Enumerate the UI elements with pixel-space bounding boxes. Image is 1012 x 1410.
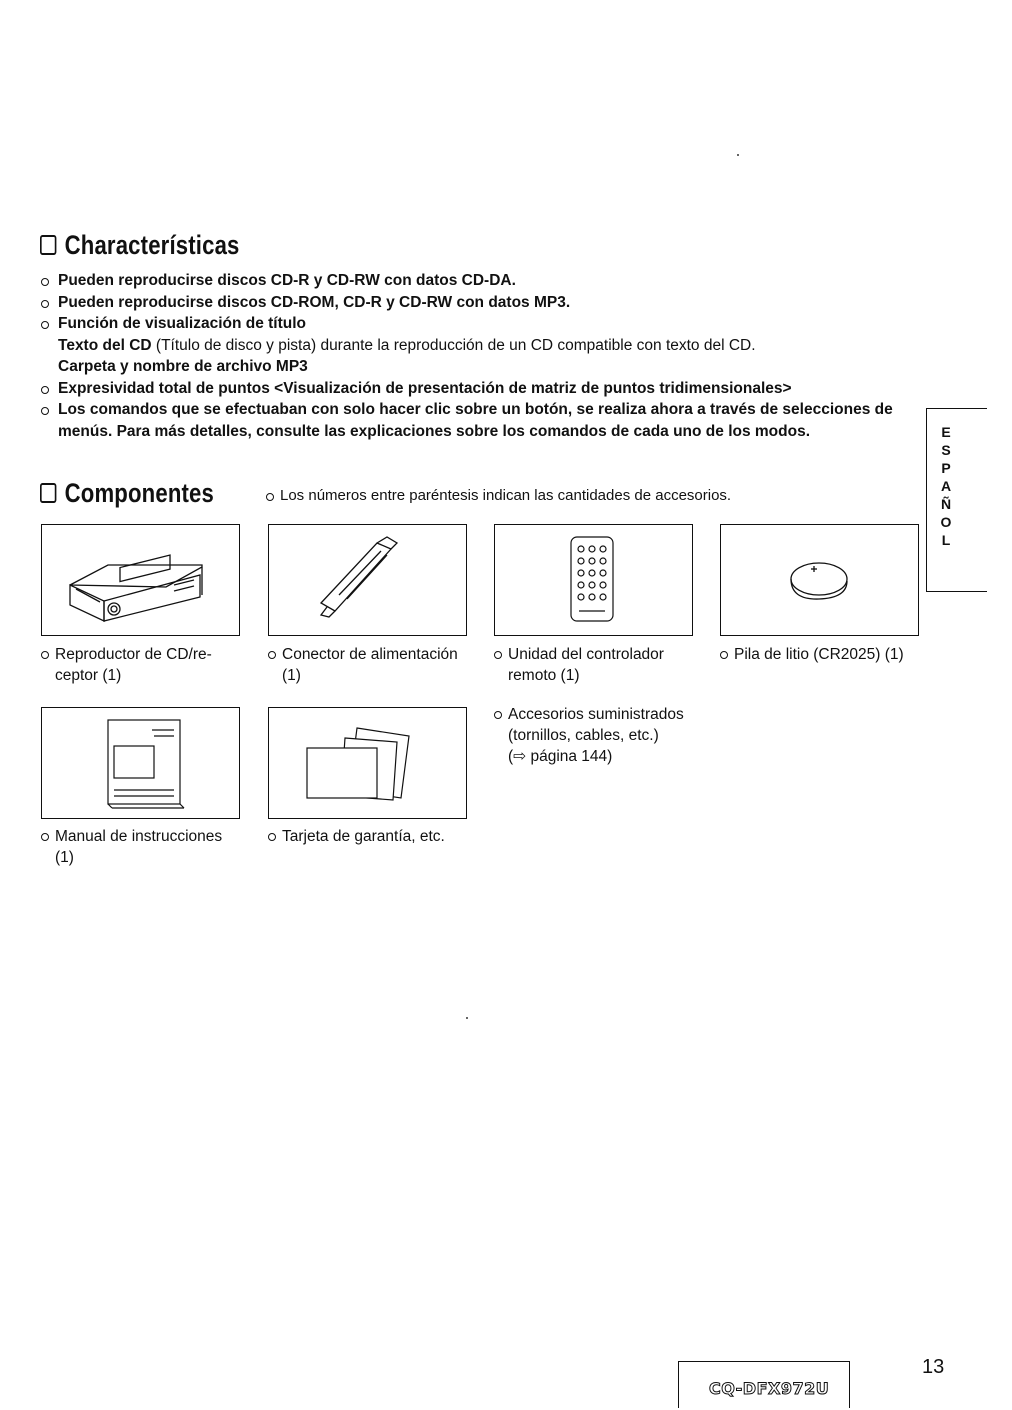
instruction-manual-image-frame [41,707,240,819]
side-tab-letter: E [941,424,951,440]
bullet-icon [494,651,502,659]
bullet-icon [268,651,276,659]
caption-instruction-manual: Manual de instrucciones (1) [41,826,255,868]
remote-control-image-frame [494,524,693,636]
scan-speck [466,1017,468,1019]
model-number-box [678,1361,850,1408]
caption-lithium-battery: Pila de litio (CR2025) (1) [720,644,944,665]
bullet-icon [41,651,49,659]
bullet-icon [268,833,276,841]
scan-speck [737,154,739,156]
bullet-icon [494,711,502,719]
side-tab-letter: O [940,514,952,530]
caption-power-connector: Conector de alimentación (1) [268,644,482,686]
features-title: Characterísticas [40,230,240,261]
power-connector-icon [269,525,466,635]
caption-accessories: Accesorios suministrados (tornillos, cables, etc.) (⇨ página 144) [494,704,718,767]
bullet-icon [720,651,728,659]
caption-cd-receiver: Reproductor de CD/re- ceptor (1) [41,644,255,686]
bullet-icon [41,833,49,841]
bullet-icon [41,278,49,286]
page-number: 13 [922,1356,945,1378]
lithium-battery-image-frame [720,524,919,636]
bullet-icon [41,321,49,329]
cd-text-description: Texto del CD (Título de disco y pista) durante la reproducción de un CD compatible con texto del CD. [58,336,756,354]
list-item: Los comandos que se efectuaban con solo hacer clic sobre un botón, se realiza ahora a través de selecciones de menús. Para más detalles, consulte las explicaciones sobre los comandos de cada uno de los modos. [40,399,920,442]
lithium-battery-icon [721,525,918,635]
warranty-card-image-frame [268,707,467,819]
checkbox-square-icon [40,483,56,503]
bullet-icon [41,300,49,308]
side-tab-letter: P [941,460,951,476]
warranty-card-icon [269,708,466,818]
language-side-tab [926,408,987,592]
bullet-icon [266,493,274,501]
side-tab-letter: Ñ [940,496,952,512]
list-item: Expresividad total de puntos <Visualización de presentación de matriz de puntos tridimensionales> [40,378,920,400]
components-note: Los números entre paréntesis indican las cantidades de accesorios. [266,487,731,504]
components-title: Componentes [40,478,214,509]
bullet-icon [41,407,49,415]
cd-receiver-image-frame [41,524,240,636]
power-connector-image-frame [268,524,467,636]
model-number: CQ-DFX972U [709,1379,830,1398]
remote-control-icon [495,525,692,635]
list-item: Pueden reproducirse discos CD-ROM, CD-R y CD-RW con datos MP3. [40,292,920,314]
features-list [40,270,920,442]
list-item: Función de visualización de título Texto del CD (Título de disco y pista) durante la reproducción de un CD compatible con texto del CD. Carpeta y nombre de archivo MP3 [40,313,920,378]
caption-warranty-card: Tarjeta de garantía, etc. [268,826,482,847]
list-item: Pueden reproducirse discos CD-R y CD-RW con datos CD-DA. [40,270,920,292]
side-tab-letter: L [941,532,951,548]
checkbox-square-icon [40,235,56,255]
cd-receiver-icon [42,525,239,635]
caption-remote-control: Unidad del controlador remoto (1) [494,644,706,686]
instruction-manual-icon [42,708,239,818]
side-tab-letter: A [940,478,952,494]
side-tab-letter: S [941,442,951,458]
bullet-icon [41,386,49,394]
mp3-folder-label: Carpeta y nombre de archivo MP3 [58,358,308,375]
